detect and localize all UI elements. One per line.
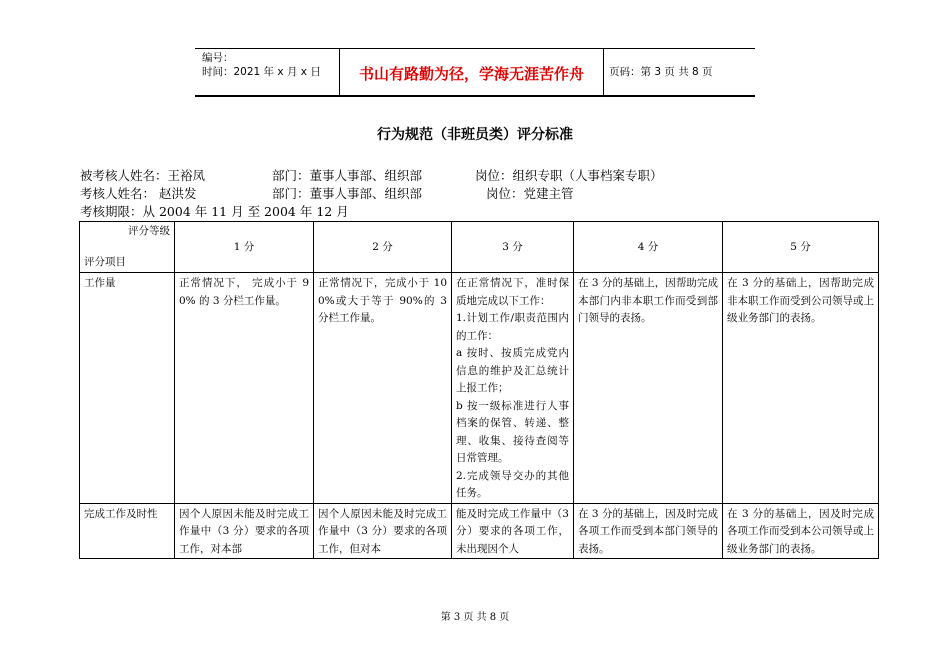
assessor-post: 岗位：党建主管: [486, 186, 574, 201]
cell-paragraph: a 按时、按质完成党内信息的维护及汇总统计上报工作；: [456, 347, 569, 394]
assessment-period: 考核期限：从 2004 年 11 月 至 2004 年 12 月: [80, 204, 349, 219]
row-cell-level-1: 因个人原因未能及时完成工作量中（3 分）要求的各项工作，对本部: [175, 503, 314, 559]
row-cell-level-4: 在 3 分的基础上，因帮助完成本部门内非本职工作而受到部门领导的表扬。: [574, 273, 723, 504]
level-header-2: 2 分: [314, 222, 452, 273]
row-cell-level-4: 在 3 分的基础上，因及时完成各项工作而受到本部门领导的表扬。: [574, 503, 723, 559]
assessee-name: 被考核人姓名：王裕凤: [80, 168, 206, 183]
table-row: [80, 273, 879, 504]
corner-label-items: 评分项目: [84, 255, 126, 268]
table-header-row: [80, 222, 879, 273]
page-title: 行为规范（非班员类）评分标准: [377, 127, 573, 143]
cell-paragraph: 在正常情况下，准时保质地完成以下工作：: [456, 277, 569, 307]
assessor-name: 考核人姓名： 赵洪发: [80, 186, 197, 201]
header-motto: 书山有路勤为径，学海无涯苦作舟: [358, 65, 584, 83]
row-cell-level-5: 在 3 分的基础上，因及时完成各项工作而受到本公司领导或上级业务部门的表扬。: [723, 503, 879, 559]
row-cell-level-3: 能及时完成工作量中（3 分）要求的各项工作，未出现因个人: [452, 503, 574, 559]
header-divider-right: [603, 48, 604, 95]
level-header-3: 3 分: [452, 222, 574, 273]
row-item-label: 完成工作及时性: [80, 503, 175, 559]
row-cell-level-3: [452, 273, 574, 504]
table-row: [80, 503, 879, 559]
document-date: 时间：2021 年 x 月 x 日: [202, 66, 321, 78]
assessee-post: 岗位：组织专职（人事档案专职）: [475, 168, 663, 183]
row-cell-level-1: 正常情况下， 完成小于 90% 的 3 分栏工作量。: [175, 273, 314, 504]
corner-label-levels: 评分等级: [128, 225, 170, 237]
table-corner-cell: [80, 222, 175, 273]
assessee-department: 部门：董事人事部、组织部: [272, 168, 423, 183]
page-footer: 第 3 页 共 8 页: [440, 612, 510, 623]
document-number-label: 编号：: [202, 52, 234, 64]
row-cell-level-2: 正常情况下，完成小于 100%或大于等于 90%的 3 分栏工作量。: [314, 273, 452, 504]
cell-paragraph: b 按一级标准进行人事档案的保管、转递、整理、收集、接待查阅等日常管理。: [456, 399, 569, 464]
header-bottom-rule: [195, 95, 755, 97]
cell-paragraph: 1.计划工作/职责范围内的工作：: [456, 312, 569, 342]
level-header-4: 4 分: [574, 222, 723, 273]
scoring-table: [79, 221, 879, 559]
header-top-rule: [195, 48, 755, 49]
cell-paragraph: 2.完成领导交办的其他任务。: [456, 469, 569, 499]
row-item-label: 工作量: [80, 273, 175, 504]
level-header-5: 5 分: [723, 222, 879, 273]
row-cell-level-5: 在 3 分的基础上，因帮助完成非本职工作而受到公司领导或上级业务部门的表扬。: [723, 273, 879, 504]
assessor-department: 部门：董事人事部、组织部: [272, 186, 423, 201]
row-cell-level-2: 因个人原因未能及时完成工作量中（3 分）要求的各项工作，但对本: [314, 503, 452, 559]
level-header-1: 1 分: [175, 222, 314, 273]
header-page-code: 页码：第 3 页 共 8 页: [609, 66, 713, 78]
